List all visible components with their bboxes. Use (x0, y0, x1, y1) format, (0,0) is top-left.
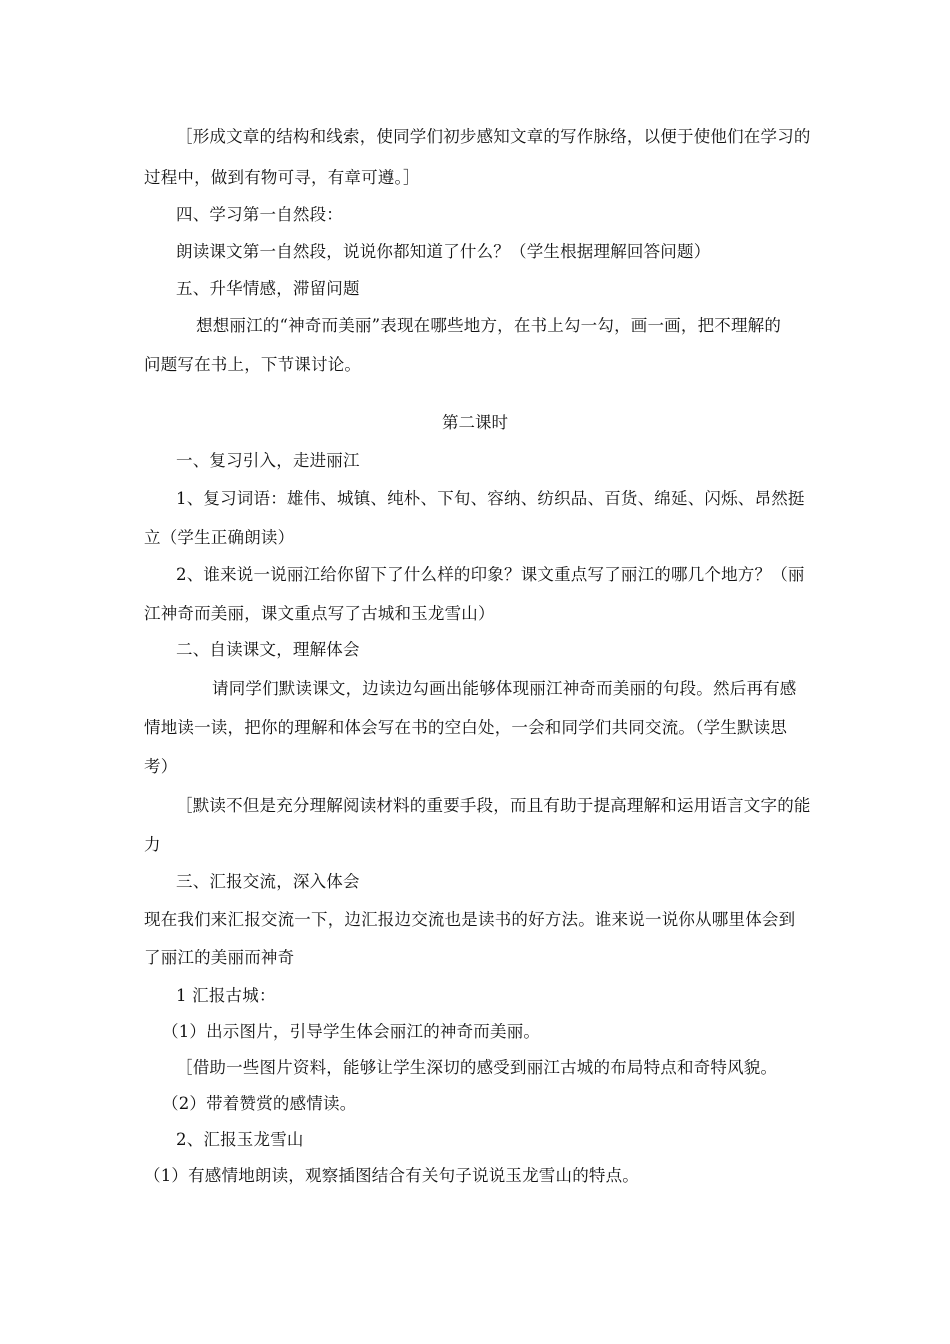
body-text-line: 江神奇而美丽，课文重点写了古城和玉龙雪山） (144, 604, 495, 623)
body-text-line: 问题写在书上，下节课讨论。 (144, 355, 362, 374)
body-text-line: （2）带着赞赏的感情读。 (162, 1094, 357, 1113)
section-heading: 四、学习第一自然段： (176, 205, 343, 224)
body-text-line: 朗读课文第一自然段，说说你都知道了什么？（学生根据理解回答问题） (176, 242, 711, 261)
body-text-line: 想想丽江的“神奇而美丽”表现在哪些地方，在书上勾一勾，画一画，把不理解的 (196, 316, 782, 335)
body-text-line: 立（学生正确朗读） (144, 528, 295, 547)
section-heading: 五、升华情感，滞留问题 (176, 279, 360, 298)
body-text-line: 请同学们默读课文，边读边勾画出能够体现丽江神奇而美丽的句段。然后再有感 (212, 679, 797, 698)
body-text-line: 考） (144, 757, 178, 776)
body-text-line: 2、汇报玉龙雪山 (176, 1130, 304, 1149)
body-text-line: 情地读一读，把你的理解和体会写在书的空白处，一会和同学们共同交流。（学生默读思 (144, 718, 788, 737)
body-text-line: 2、谁来说一说丽江给你留下了什么样的印象？课文重点写了丽江的哪几个地方？（丽 (176, 565, 805, 584)
body-text-line: 过程中，做到有物可寻，有章可遵。］ (144, 168, 420, 187)
body-text-line: ［形成文章的结构和线索，使同学们初步感知文章的写作脉络，以便于使他们在学习的 (176, 127, 811, 146)
section-heading: 三、汇报交流，深入体会 (176, 872, 360, 891)
body-text-line: 力 (144, 835, 161, 854)
body-text-line: （1）有感情地朗读，观察插图结合有关句子说说玉龙雪山的特点。 (144, 1166, 639, 1185)
body-text-line: ［默读不但是充分理解阅读材料的重要手段，而且有助于提高理解和运用语言文字的能 (176, 796, 811, 815)
body-text-line: （1）出示图片，引导学生体会丽江的神奇而美丽。 (162, 1022, 541, 1041)
body-text-line: 1 汇报古城： (176, 986, 276, 1005)
body-text-line: ［借助一些图片资料，能够让学生深切的感受到丽江古城的布局特点和奇特风貌。 (176, 1058, 778, 1077)
lesson-title: 第二课时 (442, 413, 508, 432)
section-heading: 一、复习引入，走进丽江 (176, 451, 360, 470)
body-text-line: 1、复习词语：雄伟、城镇、纯朴、下旬、容纳、纺织品、百货、绵延、闪烁、昂然挺 (176, 489, 805, 508)
body-text-line: 了丽江的美丽而神奇 (144, 948, 295, 967)
section-heading: 二、自读课文，理解体会 (176, 640, 360, 659)
body-text-line: 现在我们来汇报交流一下，边汇报边交流也是读书的好方法。谁来说一说你从哪里体会到 (144, 910, 796, 929)
